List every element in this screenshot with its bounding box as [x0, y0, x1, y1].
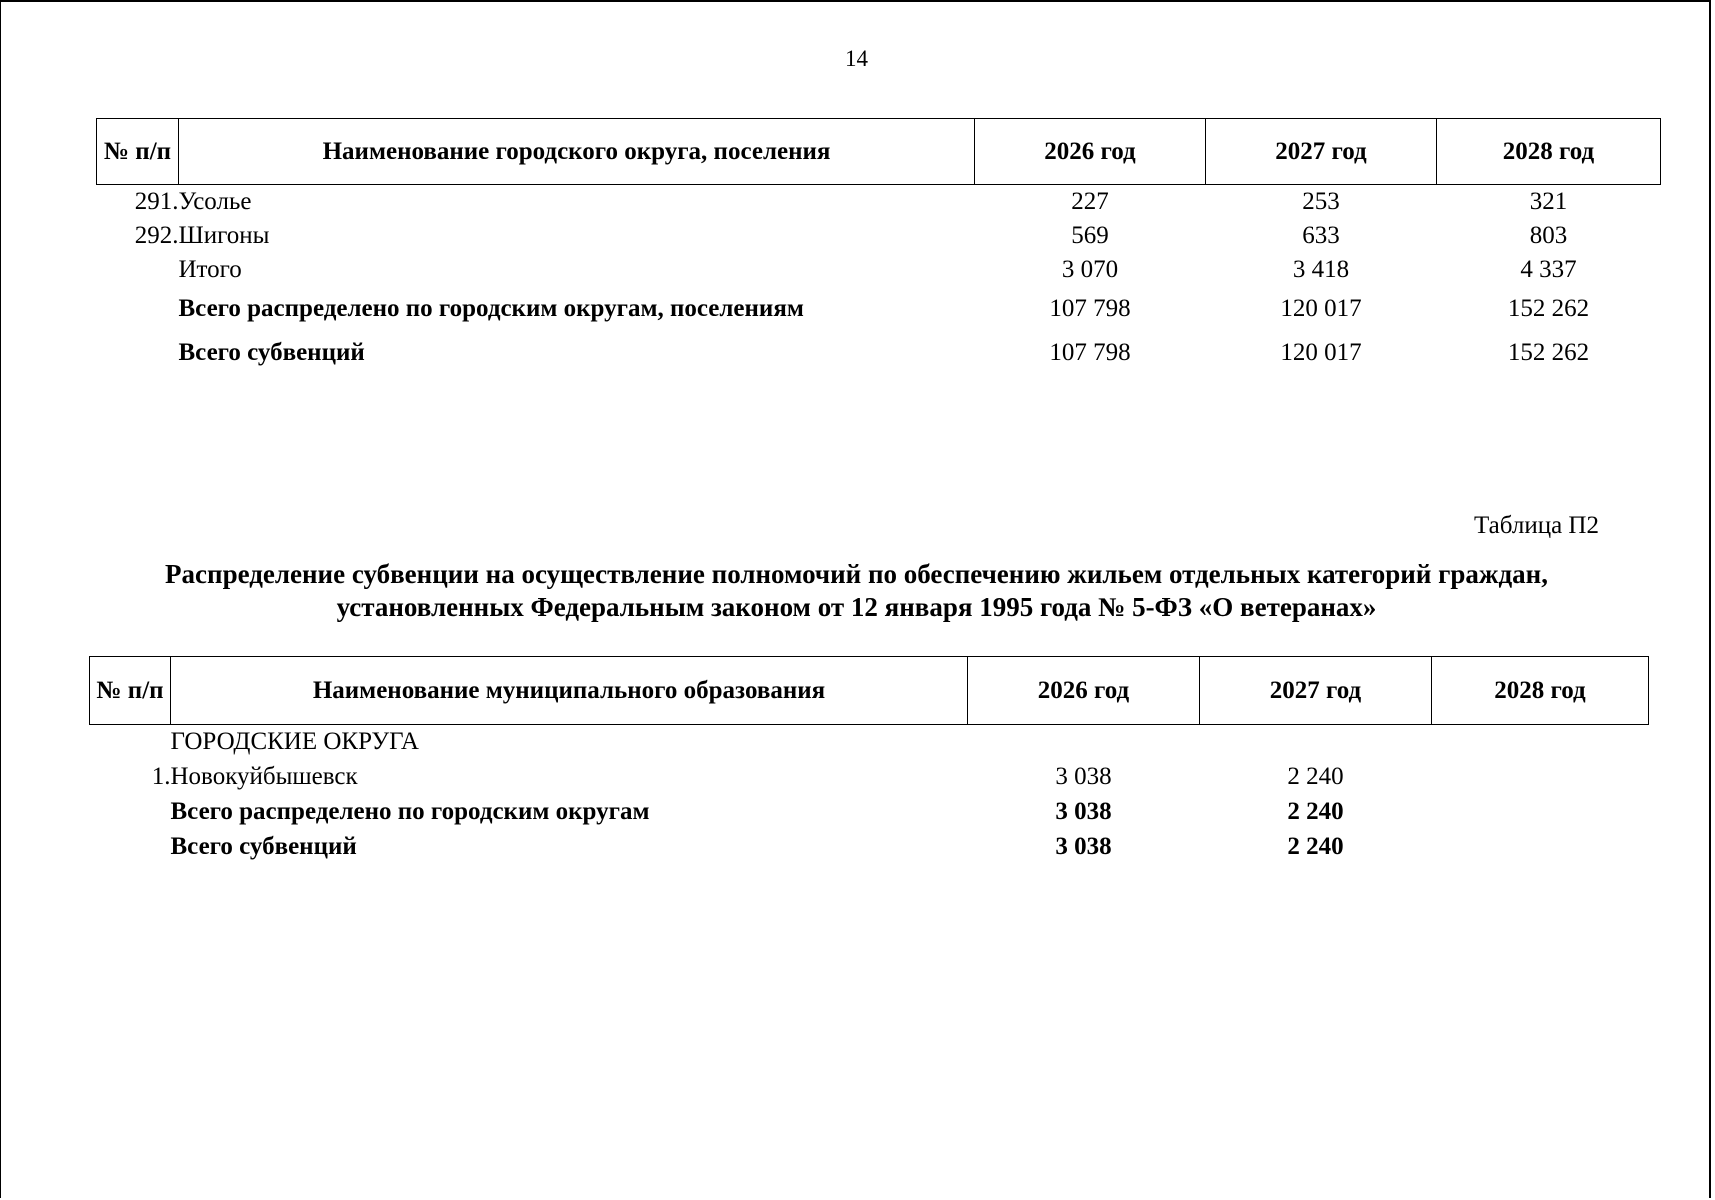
row-name: Итого [178, 255, 242, 283]
header-2027: 2027 год [1206, 119, 1437, 185]
row-value-2027: 2 240 [1287, 798, 1344, 825]
row-number [90, 725, 171, 760]
table-row-total-distributed [90, 795, 1649, 830]
row-value-2028: 152 262 [1507, 294, 1590, 322]
table-header-row [97, 119, 1661, 185]
subvention-table-2 [89, 656, 1649, 865]
row-value-2026: 107 798 [1049, 338, 1131, 366]
row-value-2028 [1432, 760, 1649, 795]
row-value-2027 [1200, 725, 1432, 760]
row-value-2027: 253 [1302, 187, 1340, 215]
table-row-total-distributed [97, 287, 1661, 331]
row-value-2027: 2 240 [1287, 763, 1344, 790]
row-number: 291. [134, 187, 179, 215]
header-number: № п/п [97, 119, 179, 185]
row-value-2028: 803 [1529, 221, 1568, 249]
row-name: Всего распределено по городским округам, поселениям [178, 294, 804, 322]
row-value-2028: 152 262 [1507, 338, 1590, 366]
row-value-2026: 3 038 [1055, 833, 1112, 860]
row-value-2027: 120 017 [1280, 338, 1362, 366]
row-value-2026: 107 798 [1049, 294, 1131, 322]
row-value-2026: 3 070 [1061, 255, 1119, 283]
table-heading [61, 558, 1652, 624]
row-value-2026: 3 038 [1055, 763, 1112, 790]
header-name: Наименование муниципального образования [171, 657, 968, 725]
row-name: Всего субвенций [170, 833, 357, 860]
row-number [90, 830, 171, 865]
row-name: Шигоны [178, 221, 270, 249]
table-row-section [90, 725, 1649, 760]
row-value-2027: 3 418 [1292, 255, 1350, 283]
row-name: Всего распределено по городским округам [170, 798, 650, 825]
row-name: ГОРОДСКИЕ ОКРУГА [170, 728, 419, 756]
table-row-subtotal [97, 253, 1661, 287]
row-number [97, 331, 179, 375]
header-2028: 2028 год [1437, 119, 1661, 185]
row-value-2026: 569 [1071, 221, 1109, 249]
row-number [97, 253, 179, 287]
table-heading-line-2: установленных Федеральным законом от 12 января 1995 года № 5-ФЗ «О ветеранах» [336, 592, 1377, 622]
table-row [90, 760, 1649, 795]
row-value-2026: 227 [1071, 187, 1109, 215]
row-value-2028 [1432, 725, 1649, 760]
row-number: 1. [151, 763, 171, 790]
table-row [97, 219, 1661, 253]
row-number [90, 795, 171, 830]
row-value-2026 [968, 725, 1200, 760]
row-number [97, 287, 179, 331]
table-header-row [90, 657, 1649, 725]
row-name: Усолье [178, 187, 252, 215]
header-2026: 2026 год [968, 657, 1200, 725]
row-number: 292. [134, 221, 179, 249]
row-value-2027: 2 240 [1287, 833, 1344, 860]
table-row-total-subventions [90, 830, 1649, 865]
subvention-table-1 [96, 118, 1661, 375]
row-value-2028: 4 337 [1520, 255, 1577, 283]
header-2027: 2027 год [1200, 657, 1432, 725]
row-name: Новокуйбышевск [170, 763, 358, 790]
page-number: 14 [845, 46, 868, 71]
table-row-total-subventions [97, 331, 1661, 375]
row-value-2027: 120 017 [1280, 294, 1362, 322]
row-value-2026: 3 038 [1055, 798, 1112, 825]
row-value-2028 [1432, 795, 1649, 830]
table-label: Таблица П2 [1474, 512, 1599, 539]
table-row [97, 185, 1661, 219]
header-name: Наименование городского округа, поселения [179, 119, 975, 185]
row-name: Всего субвенций [178, 338, 365, 366]
header-number: № п/п [90, 657, 171, 725]
header-2026: 2026 год [975, 119, 1206, 185]
header-2028: 2028 год [1432, 657, 1649, 725]
row-value-2027: 633 [1302, 221, 1340, 249]
table-heading-line-1: Распределение субвенции на осуществление полномочий по обеспечению жильем отдельных категорий граждан, [165, 559, 1548, 589]
row-value-2028 [1432, 830, 1649, 865]
row-value-2028: 321 [1529, 187, 1568, 215]
